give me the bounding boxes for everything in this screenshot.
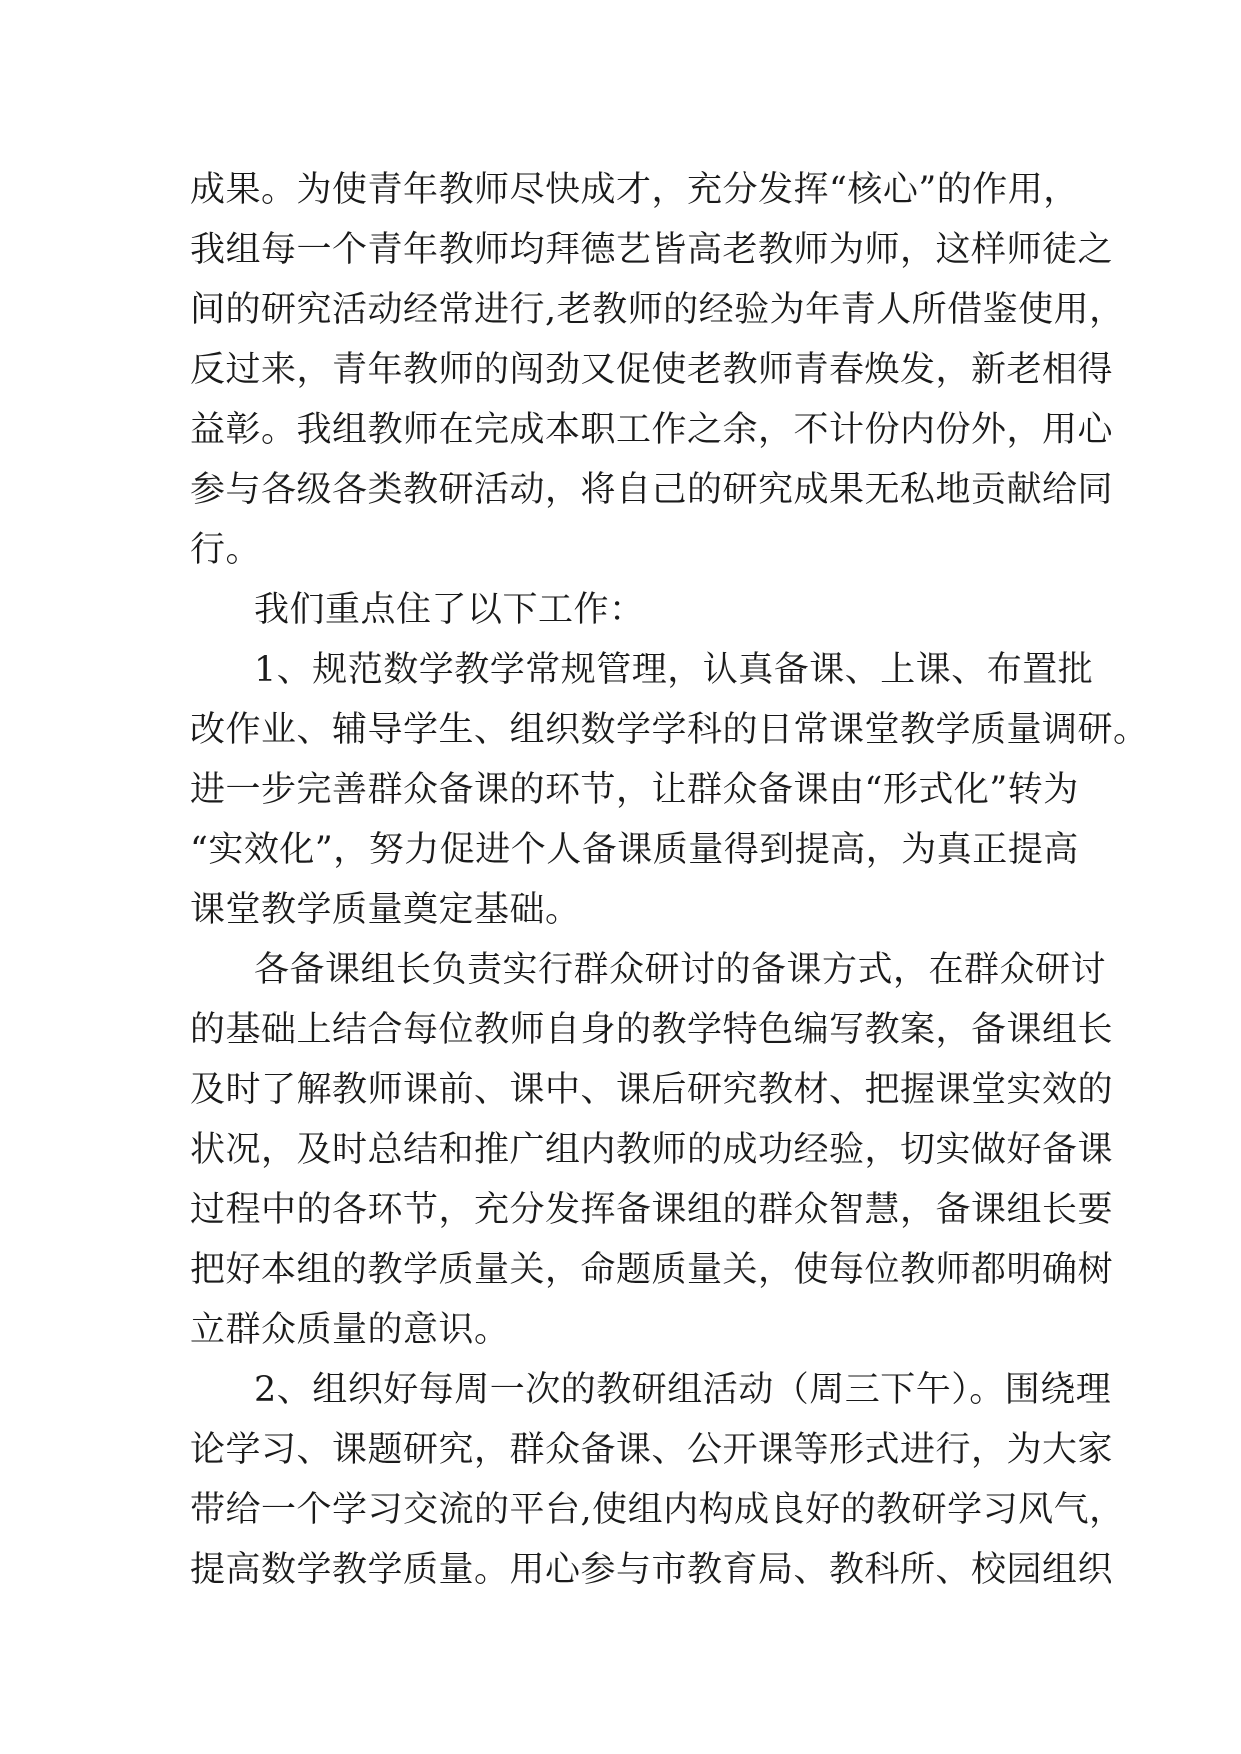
- text-line: 过程中的各环节，充分发挥备课组的群众智慧，备课组长要: [190, 1190, 1114, 1230]
- text-line: 成果。为使青年教师尽快成才，充分发挥“核心”的作用，: [190, 170, 1079, 210]
- text-line: “实效化”，努力促进个人备课质量得到提高，为真正提高: [190, 830, 1079, 870]
- text-line: 间的研究活动经常进行,老教师的经验为年青人所借鉴使用，: [190, 290, 1125, 330]
- text-line: 的基础上结合每位教师自身的教学特色编写教案，备课组长: [190, 1010, 1114, 1050]
- text-line: 提高数学教学质量。用心参与市教育局、教科所、校园组织: [190, 1550, 1114, 1590]
- text-line: 把好本组的教学质量关，命题质量关，使每位教师都明确树: [190, 1250, 1114, 1290]
- paragraph-first-line: 各备课组长负责实行群众研讨的备课方式，在群众研讨: [254, 950, 1107, 990]
- text-line: 状况，及时总结和推广组内教师的成功经验，切实做好备课: [190, 1130, 1114, 1170]
- text-line: 行。: [190, 530, 262, 570]
- text-line: 论学习、课题研究，群众备课、公开课等形式进行，为大家: [190, 1430, 1114, 1470]
- document-body: [190, 160, 1149, 1600]
- paragraph-first-line: 我们重点住了以下工作：: [254, 590, 645, 630]
- text-line: 反过来，青年教师的闯劲又促使老教师青春焕发，新老相得: [190, 350, 1114, 390]
- paragraph-first-line: 2、组织好每周一次的教研组活动（周三下午）。围绕理: [254, 1370, 1112, 1410]
- text-line: 课堂教学质量奠定基础。: [190, 890, 581, 930]
- text-line: 改作业、辅导学生、组织数学学科的日常课堂教学质量调研。: [190, 710, 1149, 750]
- paragraph-first-line: 1、规范数学教学常规管理，认真备课、上课、布置批: [254, 650, 1094, 690]
- text-line: 我组每一个青年教师均拜德艺皆高老教师为师，这样师徒之: [190, 230, 1114, 270]
- text-line: 立群众质量的意识。: [190, 1310, 510, 1350]
- text-line: 益彰。我组教师在完成本职工作之余，不计份内份外，用心: [190, 410, 1114, 450]
- text-line: 带给一个学习交流的平台,使组内构成良好的教研学习风气，: [190, 1490, 1125, 1530]
- text-line: 参与各级各类教研活动，将自己的研究成果无私地贡献给同: [190, 470, 1114, 510]
- text-line: 及时了解教师课前、课中、课后研究教材、把握课堂实效的: [190, 1070, 1114, 1110]
- text-line: 进一步完善群众备课的环节，让群众备课由“形式化”转为: [190, 770, 1079, 810]
